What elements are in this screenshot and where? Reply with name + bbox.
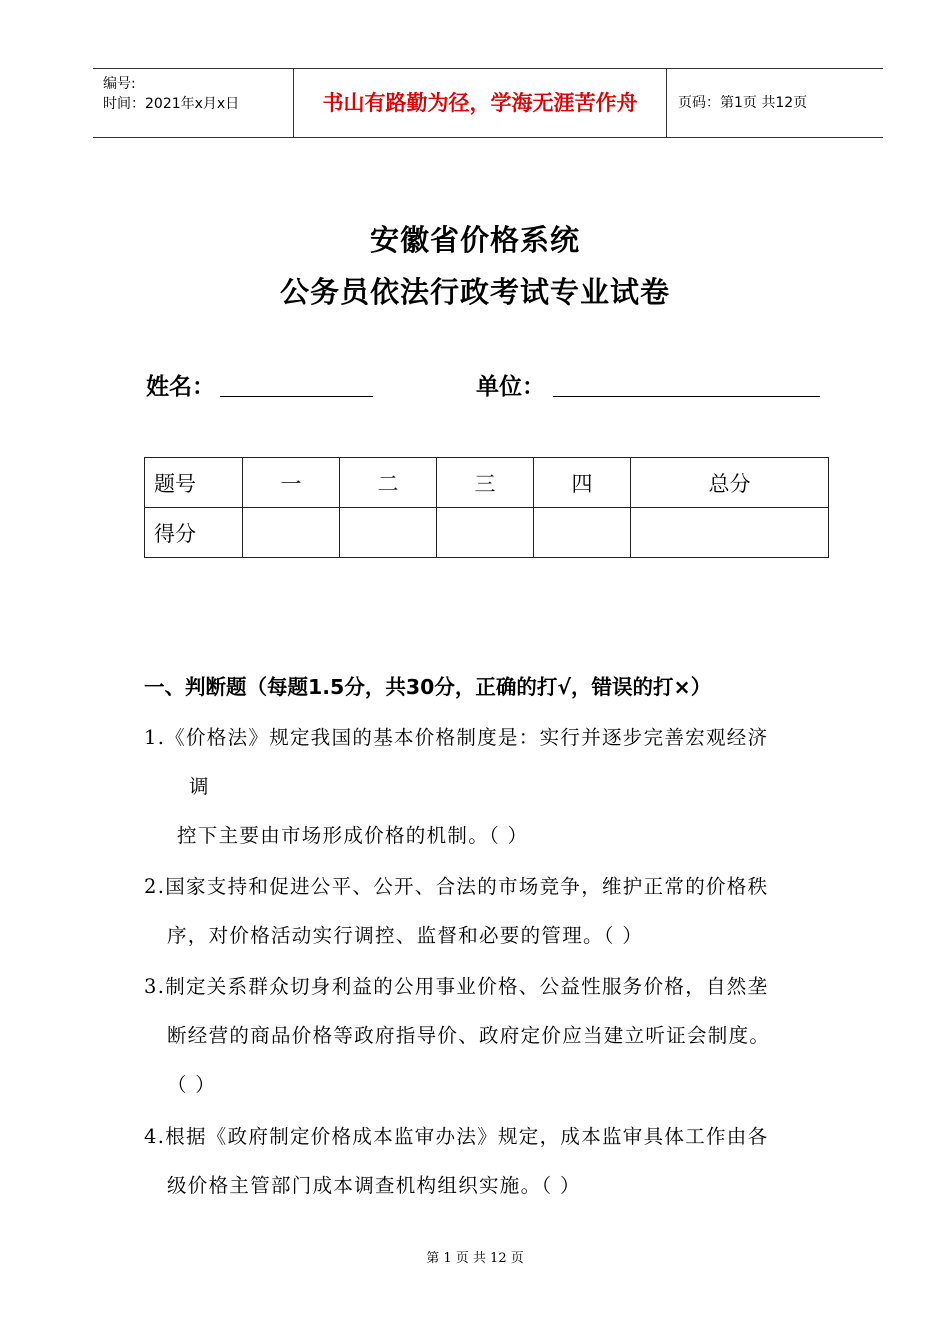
- page-header: [93, 68, 883, 138]
- header-cell-1: 一: [243, 458, 340, 508]
- name-blank-line: [220, 396, 373, 397]
- document-title-line1: 安徽省价格系统: [369, 223, 580, 257]
- question-3-line-2: 断经营的商品价格等政府指导价、政府定价应当建立听证会制度。: [167, 1024, 771, 1047]
- question-1-line-3: 控下主要由市场形成价格的机制。（ ）: [177, 824, 529, 847]
- header-motto: 书山有路勤为径，学海无涯苦作舟: [294, 69, 667, 137]
- header-cell-question-no: 题号: [145, 458, 243, 508]
- unit-label: 单位：: [476, 374, 545, 400]
- header-cell-2: 二: [340, 458, 437, 508]
- score-cell-total[interactable]: [631, 508, 829, 558]
- question-2-line-2: 序，对价格活动实行调控、监督和必要的管理。（ ）: [167, 924, 644, 947]
- header-cell-total: 总分: [631, 458, 829, 508]
- question-4-line-1: 4.根据《政府制定价格成本监审办法》规定，成本监审具体工作由各: [144, 1125, 769, 1148]
- question-4-line-2: 级价格主管部门成本调查机构组织实施。（ ）: [167, 1174, 581, 1197]
- header-cell-4: 四: [534, 458, 631, 508]
- name-label: 姓名：: [146, 374, 215, 400]
- serial-label: 编号:: [103, 76, 136, 92]
- question-1-line-2: 调: [189, 775, 210, 798]
- question-3-line-1: 3.制定关系群众切身利益的公用事业价格、公益性服务价格，自然垄: [144, 975, 769, 998]
- document-title-line2: 公务员依法行政考试专业试卷: [279, 275, 670, 309]
- section-heading: 一、判断题（每题1.5分，共30分，正确的打√，错误的打×）: [144, 675, 712, 699]
- header-page-info: 页码：第1页 共12页: [678, 95, 808, 111]
- question-2-line-1: 2.国家支持和促进公平、公开、合法的市场竞争，维护正常的价格秩: [144, 875, 769, 898]
- score-cell-3[interactable]: [437, 508, 534, 558]
- score-cell-4[interactable]: [534, 508, 631, 558]
- header-meta-cell: [93, 69, 294, 137]
- question-3-line-3: （ ）: [167, 1073, 217, 1096]
- header-cell-3: 三: [437, 458, 534, 508]
- score-table: [144, 457, 829, 558]
- time-label: 时间：2021年x月x日: [103, 96, 240, 112]
- page-footer: 第 1 页 共 12 页: [426, 1251, 524, 1266]
- score-cell-2[interactable]: [340, 508, 437, 558]
- unit-blank-line: [553, 396, 820, 397]
- question-1-line-1: 1.《价格法》规定我国的基本价格制度是：实行并逐步完善宏观经济: [144, 726, 769, 749]
- score-row-label: 得分: [145, 508, 243, 558]
- score-table-score-row: [145, 508, 829, 558]
- score-table-header-row: [145, 458, 829, 508]
- score-cell-1[interactable]: [243, 508, 340, 558]
